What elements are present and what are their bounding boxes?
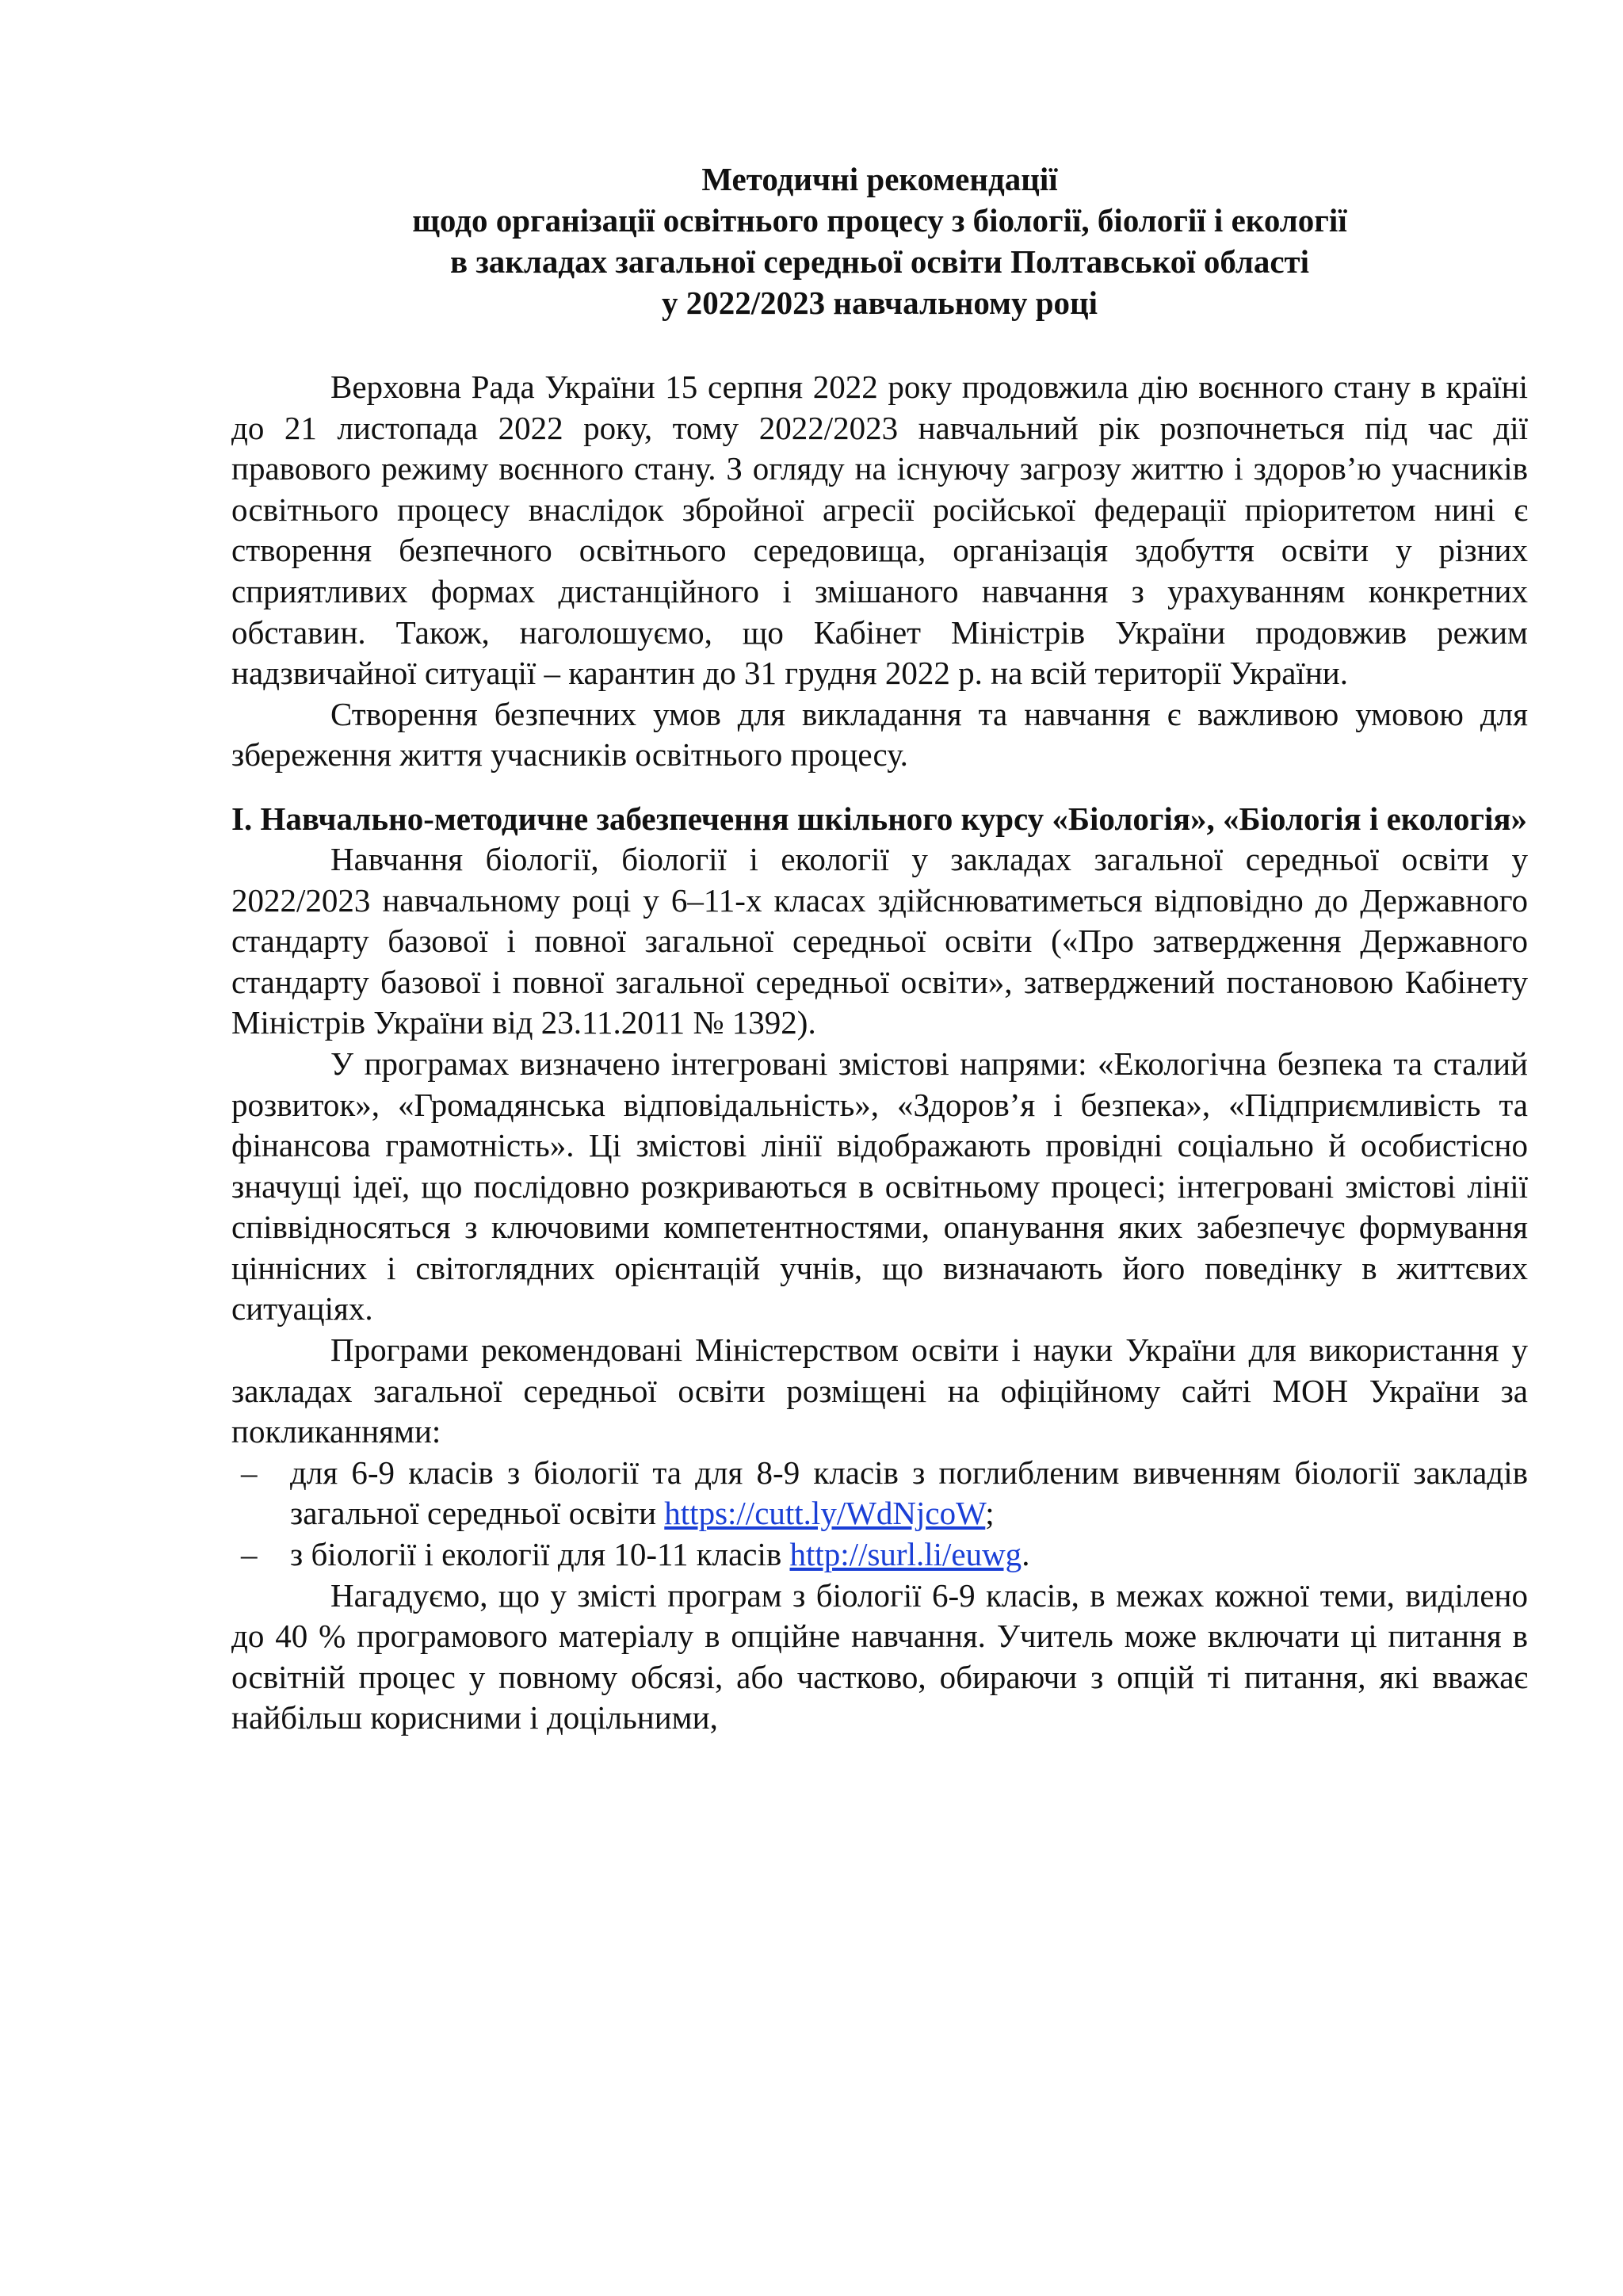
section-1-heading: І. Навчально-методичне забезпечення шкільного курсу «Біологія», «Біологія і екологія»	[231, 800, 1528, 837]
title-line-1: Методичні рекомендації	[701, 161, 1058, 197]
list-item-text: для 6-9 класів з біології та для 8-9 класів з поглибленим вивченням біології закладів загальної середньої освіти	[290, 1454, 1528, 1532]
list-dash: –	[241, 1454, 258, 1491]
list-item-text: з біології і екології для 10-11 класів	[290, 1536, 790, 1573]
document-title	[231, 159, 1528, 323]
title-line-2: щодо організації освітнього процесу з біології, біології і екології	[412, 202, 1347, 239]
title-line-4: у 2022/2023 навчальному році	[661, 285, 1098, 321]
intro-paragraph-2: Створення безпечних умов для викладання та навчання є важливою умовою для збереження життя учасників освітнього процесу.	[231, 695, 1528, 774]
section-1-paragraph-4: Нагадуємо, що у змісті програм з біології 6-9 класів, в межах кожної теми, виділено до 40 % програмового матеріалу в опційне навчання. Учитель може включати ці питання в освітній процес у повному обсязі, або частково, обираючи з опцій ті питання, які вважає найбільш корисними і доцільними,	[231, 1576, 1528, 1736]
section-1-paragraph-2: У програмах визначено інтегровані змістові напрями: «Екологічна безпека та сталий розвиток», «Громадянська відповідальність», «Здоров’я і безпека», «Підприємливість та фінансова грамотність». Ці змістові лінії відображають провідні соціально й особистісно значущі ідеї, що послідовно розкриваються в освітньому процесі; інтегровані змістові лінії співвідносяться з ключовими компетентностями, опанування яких забезпечує формування ціннісних і світоглядних орієнтацій учнів, що визначають його поведінку в життєвих ситуаціях.	[231, 1045, 1528, 1328]
section-1-paragraph-1: Навчання біології, біології і екології у закладах загальної середньої освіти у 2022/2023 навчальному році у 6–11-х класах здійснюватиметься відповідно до Державного стандарту базової і повної загальної середньої освіти («Про затвердження Державного стандарту базової і повної загальної середньої освіти», затверджений постановою Кабінету Міністрів України від 23.11.2011 № 1392).	[231, 840, 1528, 1041]
list-item-punct: .	[1022, 1536, 1030, 1573]
title-line-3: в закладах загальної середньої освіти Полтавської області	[449, 243, 1310, 280]
program-links-list	[231, 1453, 1528, 1576]
program-link-10-11[interactable]: http://surl.li/euwg	[789, 1536, 1022, 1573]
list-item	[231, 1453, 1528, 1534]
list-item-punct: ;	[985, 1495, 995, 1532]
section-1-paragraph-3: Програми рекомендовані Міністерством освіти і науки України для використання у закладах загальної середньої освіти розміщені на офіційному сайті МОН України за покликаннями:	[231, 1331, 1528, 1450]
document-content	[231, 159, 1528, 1739]
list-dash: –	[241, 1536, 258, 1573]
program-link-6-9[interactable]: https://cutt.ly/WdNjcoW	[664, 1495, 986, 1532]
intro-paragraph-1: Верховна Рада України 15 серпня 2022 року продовжила дію воєнного стану в країні до 21 листопада 2022 року, тому 2022/2023 навчальний рік розпочнеться під час дії правового режиму воєнного стану. З огляду на існуючу загрозу життю і здоров’ю учасників освітнього процесу внаслідок збройної агресії російської федерації пріоритетом нині є створення безпечного освітнього середовища, організація здобуття освіти у різних сприятливих формах дистанційного і змішаного навчання з урахуванням конкретних обставин. Також, наголошуємо, що Кабінет Міністрів України продовжив режим надзвичайної ситуації – карантин до 31 грудня 2022 р. на всій території України.	[231, 369, 1528, 692]
list-item	[231, 1534, 1528, 1576]
